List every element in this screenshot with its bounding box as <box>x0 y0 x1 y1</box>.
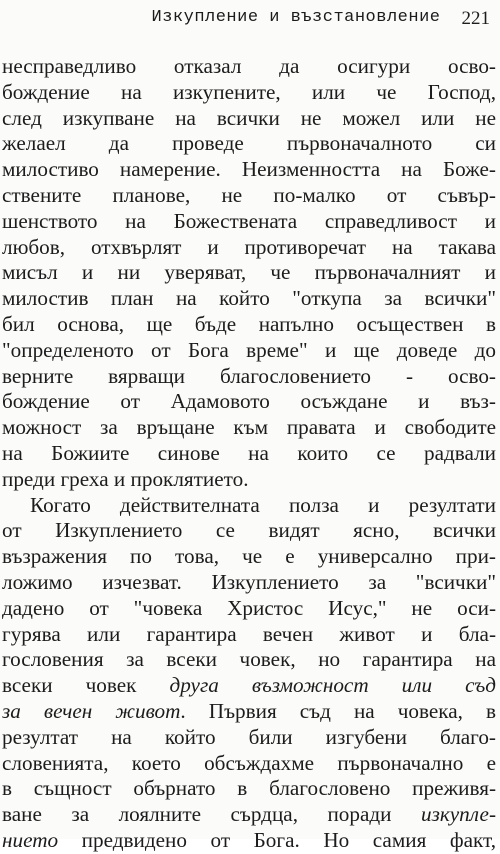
text-line: любов, отхвърлят и противоречат на такава <box>2 234 496 259</box>
text-line: милостив план на който "откупа за всички" <box>2 286 496 311</box>
text-line-mixed <box>2 828 496 854</box>
text-line: гурява или гарантира вечен живот и бла- <box>2 621 496 646</box>
text-line: ложимо изчезват. Изкуплението за "всички" <box>2 569 496 594</box>
text-line: милостиво намерение. Неизменността на Боже- <box>2 157 496 182</box>
text-line: ствените планове, не по-малко от съвър- <box>2 182 496 207</box>
emphasis-text: изкупле- <box>421 802 496 827</box>
text-line: в същност обърнато в благословено преживя- <box>2 776 496 801</box>
text-line: можност за връщане към правата и свободите <box>2 415 496 440</box>
text-line: мисъл и ни уверяват, че първоначалният и <box>2 260 496 285</box>
text-line: възражения по това, че е универсално при- <box>2 544 496 569</box>
text-segment: всеки човек <box>2 673 170 698</box>
text-line: словенията, което обсъждахме първоначално е <box>2 750 496 775</box>
running-title: Изкупление и възстановление <box>151 8 441 27</box>
text-segment: . Първия съд на човека, в <box>180 698 496 723</box>
text-line: верните вярващи благословението - осво- <box>2 363 496 388</box>
text-line: на Божиите синове на които се радвали <box>2 440 496 465</box>
text-line: резултат на който били изгубени благо- <box>2 724 496 749</box>
emphasis-text: нието <box>2 827 59 852</box>
body-text <box>2 54 496 854</box>
emphasis-text: за вечен живот <box>2 698 181 723</box>
text-line: шенството на Божествената справедливост и <box>2 208 496 233</box>
emphasis-text: друга възможност или съд <box>169 673 496 698</box>
paragraph-end-line: преди греха и проклятието. <box>2 466 249 491</box>
text-line-mixed <box>2 673 496 699</box>
text-line: "определеното от Бога време" и ще доведе до <box>2 337 496 362</box>
text-segment: ване за лоялните сърдца, поради <box>2 802 421 827</box>
text-segment: предвидено от Бога. Но самия факт, <box>58 827 496 852</box>
paragraph-start-line: Когато действителната полза и резултати <box>30 492 496 517</box>
text-line: бождение от Адамовото осъждане и въз- <box>2 389 496 414</box>
text-line: бил основа, ще бъде напълно осъществен в <box>2 311 496 336</box>
text-line: желаел да проведе първоначалното си <box>2 131 496 156</box>
text-line: бождение на изкупените, или че Господ, <box>2 79 496 104</box>
text-line-mixed <box>2 699 496 725</box>
text-line-mixed <box>2 802 496 828</box>
text-line: от Изкуплението се видят ясно, всички <box>2 518 496 543</box>
text-line: несправедливо отказал да осигури осво- <box>2 54 496 78</box>
text-line: гословения за всеки човек, но гарантира на <box>2 647 496 672</box>
text-line: дадено от "човека Христос Исус," не оси- <box>2 595 496 620</box>
page-number: 221 <box>461 8 490 29</box>
text-line: след изкупване на всички не можел или не <box>2 105 496 130</box>
